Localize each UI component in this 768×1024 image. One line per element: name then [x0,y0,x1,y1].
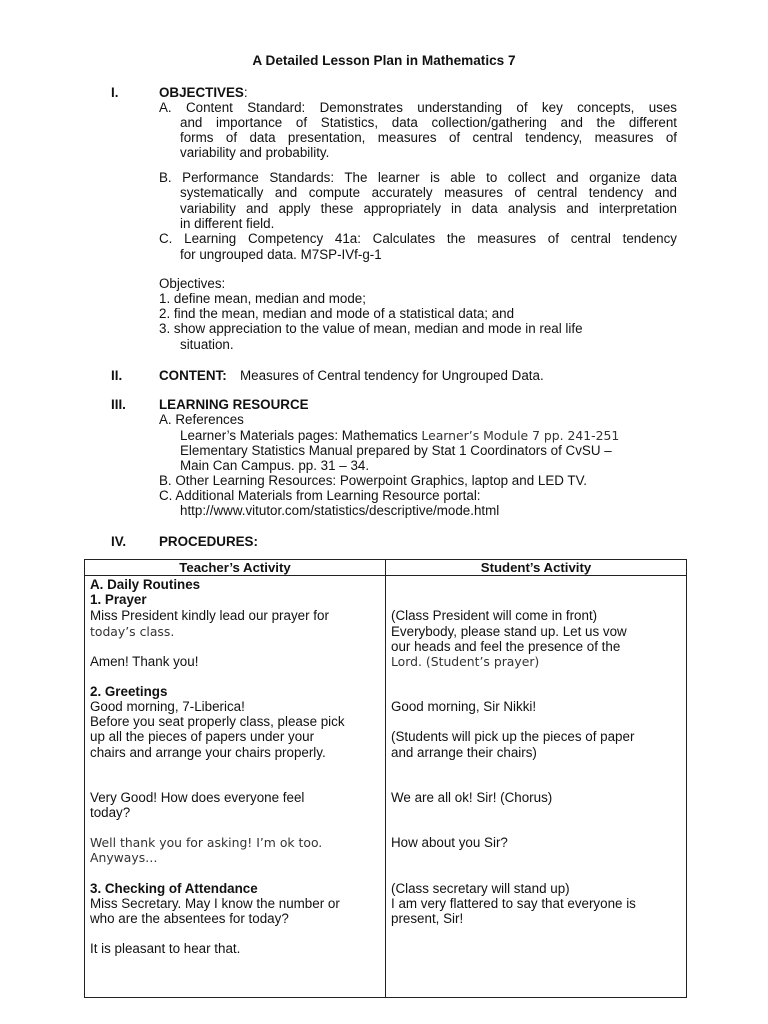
header-teacher: Teacher’s Activity [85,560,386,576]
resource-additional: C. Additional Materials from Learning Resource portal: [159,488,481,503]
objectives-label: Objectives: [159,276,226,291]
section-heading: OBJECTIVES [159,85,244,100]
table-row [85,576,687,998]
section-number: III. [111,397,126,412]
greetings-heading: 2. Greetings [90,684,168,699]
content-standard-line-1: A. Content Standard: Demonstrates understanding of key concepts, uses [159,100,677,115]
objective-item-2: 2. find the mean, median and mode of a statistical data; and [159,306,515,321]
teacher-line: Miss President kindly lead our prayer for [90,608,329,623]
teacher-line: who are the absentees for today? [90,911,289,926]
heading-colon: : [243,85,248,100]
resource-lm-module: Learner’s Module 7 pp. 241-251 [421,428,620,443]
teacher-line: Very Good! How does everyone feel [90,790,305,805]
student-cell [386,576,687,998]
performance-line-4: in different field. [180,216,275,231]
student-line: Good morning, Sir Nikki! [391,699,537,714]
content-standard-line-3: forms of data presentation, measures of central tendency, measures of [180,130,677,145]
resource-link[interactable]: http://www.vitutor.com/statistics/descriptive/mode.html [180,503,500,518]
student-line: (Class President will come in front) [391,608,598,623]
resource-other: B. Other Learning Resources: Powerpoint Graphics, laptop and LED TV. [159,473,587,488]
section-number: II. [111,368,123,383]
resource-manual-cont: Main Can Campus. pp. 31 – 34. [180,458,370,473]
resource-lm-pages [180,428,619,443]
section-heading: LEARNING RESOURCE [159,397,309,412]
teacher-line: Before you seat properly class, please pick [90,714,345,729]
teacher-line: Miss Secretary. May I know the number or [90,896,340,911]
competency-line-2: for ungrouped data. M7SP-IVf-g-1 [180,247,382,262]
student-line: Lord. (Student’s prayer) [391,654,540,669]
teacher-line: chairs and arrange your chairs properly. [90,745,326,760]
student-line: How about you Sir? [391,835,508,850]
section-heading: PROCEDURES: [159,534,258,549]
section-number: IV. [111,534,127,549]
teacher-line: Good morning, 7-Liberica! [90,699,245,714]
content-standard-line-2: and importance of Statistics, data collection/gathering and the different [180,115,677,130]
teacher-line: today? [90,805,131,820]
procedures-table [84,559,687,998]
student-line: Everybody, please stand up. Let us vow [391,624,627,639]
prayer-heading: 1. Prayer [90,592,147,607]
performance-line-3: variability and apply these appropriately in data analysis and interpretation [180,201,677,216]
teacher-line: today’s class. [90,624,175,639]
objective-item-3: 3. show appreciation to the value of mean, median and mode in real life [159,321,583,336]
section-heading: CONTENT: [159,368,227,383]
teacher-line: up all the pieces of papers under your [90,729,315,744]
resource-references: A. References [159,412,244,427]
teacher-cell [85,576,386,998]
content-standard-line-4: variability and probability. [180,145,330,160]
student-line: (Students will pick up the pieces of paper [391,729,635,744]
performance-line-1: B. Performance Standards: The learner is able to collect and organize data [159,170,677,185]
student-line: I am very flattered to say that everyone is [391,896,636,911]
student-line: present, Sir! [391,911,464,926]
teacher-line: It is pleasant to hear that. [90,941,241,956]
header-student: Student’s Activity [386,560,687,576]
student-line: and arrange their chairs) [391,745,537,760]
performance-line-2: systematically and compute accurately measures of central tendency and [180,185,677,200]
student-line: our heads and feel the presence of the [391,639,621,654]
section-heading-wrap [159,85,248,100]
daily-routines-heading: A. Daily Routines [90,577,201,592]
attendance-heading: 3. Checking of Attendance [90,881,258,896]
section-number: I. [111,85,119,100]
student-line: We are all ok! Sir! (Chorus) [391,790,553,805]
objective-item-3-cont: situation. [180,337,234,352]
content-text: Measures of Central tendency for Ungrouped Data. [240,368,544,383]
resource-lm-label: Learner’s Materials pages: Mathematics [180,428,418,443]
objective-item-1: 1. define mean, median and mode; [159,291,366,306]
teacher-line: Well thank you for asking! I’m ok too. [90,835,323,850]
resource-manual: Elementary Statistics Manual prepared by Stat 1 Coordinators of CvSU – [180,443,612,458]
table-header-row [85,560,687,576]
competency-line-1: C. Learning Competency 41a: Calculates the measures of central tendency [159,231,677,246]
document-title: A Detailed Lesson Plan in Mathematics 7 [252,53,516,68]
teacher-line: Anyways… [90,850,158,865]
student-line: (Class secretary will stand up) [391,881,570,896]
teacher-line: Amen! Thank you! [90,654,199,669]
